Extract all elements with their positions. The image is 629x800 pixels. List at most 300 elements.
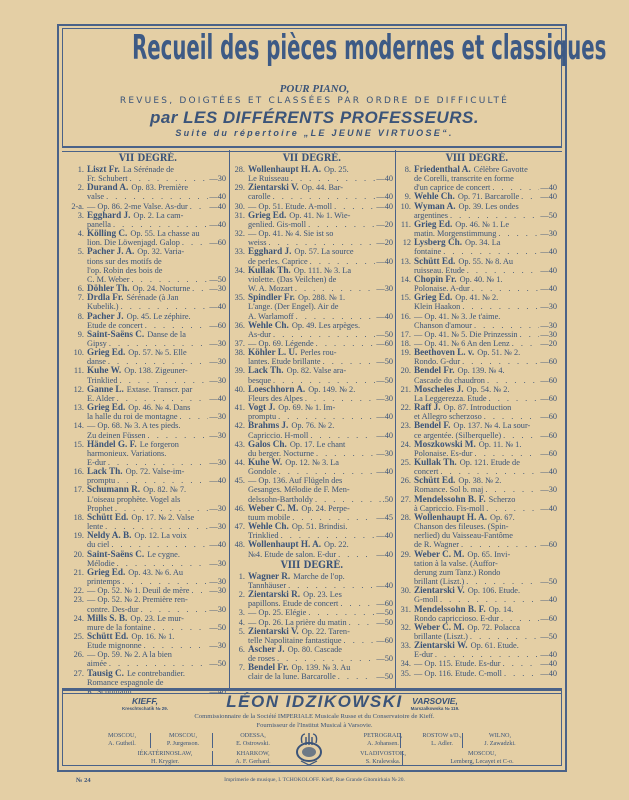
- indent: [397, 650, 414, 659]
- agent-entry: [120, 750, 210, 765]
- dot-leader: [484, 504, 539, 513]
- piece-title: Op. 83. Première: [131, 183, 189, 193]
- entry-line: [231, 663, 393, 672]
- piece-title: La Sérénade de: [122, 165, 174, 174]
- dot-leader: [279, 531, 376, 540]
- price: —40: [540, 183, 557, 193]
- price: —60: [540, 540, 557, 550]
- entry-line: [70, 641, 226, 650]
- entry-number: 30.: [400, 586, 411, 596]
- piece-title: Fr. Schubert: [87, 174, 128, 184]
- entry-number: 18.: [73, 512, 84, 522]
- composer-name: Liszt Fr.: [87, 165, 120, 174]
- entry-line: [397, 257, 557, 266]
- indent: [231, 495, 248, 504]
- price: —30: [209, 586, 226, 596]
- entry-line: [231, 485, 393, 494]
- piece-title: — Op. 136. Auf Flügeln des: [248, 476, 343, 486]
- entry-line: [70, 531, 226, 540]
- piece-title: Op. 24. Nocturne: [132, 284, 191, 294]
- price: —30: [209, 604, 226, 614]
- indent: [397, 504, 414, 513]
- piece-title: Le cygne.: [147, 549, 180, 559]
- piece-title: tions sur des motifs de: [87, 256, 162, 266]
- catalog-entry: [231, 229, 393, 247]
- catalog-entry: [397, 623, 557, 641]
- entry-line: [397, 467, 557, 476]
- piece-title: genlied. Gis-moll: [248, 219, 307, 229]
- piece-title: Fleurs des Alpes: [248, 393, 303, 403]
- catalog-entry: [231, 403, 393, 421]
- entry-line: [397, 458, 557, 467]
- entry-line: [231, 590, 393, 599]
- composer-name: Moszkowski M.: [414, 439, 476, 449]
- indent: [231, 174, 248, 183]
- composer-name: Moscheles J.: [414, 384, 464, 394]
- piece-title: Chanson d'amour: [414, 320, 472, 330]
- agent-name: E. Ostrowski.: [236, 739, 270, 747]
- entry-line: [397, 605, 557, 614]
- dot-leader: [106, 458, 209, 467]
- entry-line: [231, 550, 393, 559]
- dot-leader: [464, 577, 539, 586]
- price: —20: [540, 338, 557, 348]
- catalog-entry: [70, 568, 226, 586]
- indent: [397, 540, 414, 549]
- entry-number: 17.: [400, 329, 411, 339]
- entry-line: [397, 421, 557, 430]
- entry-number: 2.: [238, 590, 245, 600]
- dot-leader: [130, 275, 209, 284]
- agent-divider: [402, 751, 403, 766]
- entry-line: [397, 504, 557, 513]
- entry-line: [231, 293, 393, 302]
- agent-entry: [412, 732, 472, 747]
- entry-line: [231, 449, 393, 458]
- dot-leader: [482, 412, 540, 421]
- piece-title: Op. 111. № 3. La: [293, 265, 352, 275]
- entry-number: 26.: [400, 476, 411, 486]
- price: —30: [209, 503, 226, 513]
- catalog-entry: [397, 312, 557, 330]
- composer-name: Schütt Ed.: [414, 256, 456, 266]
- dot-leader: [314, 339, 376, 348]
- entry-line: [397, 211, 557, 220]
- entry-line: [70, 275, 226, 284]
- price: —60: [376, 635, 393, 645]
- price: —50: [209, 659, 226, 669]
- entry-line: [397, 284, 557, 293]
- catalog-column-3: [397, 152, 557, 678]
- piece-title: E-dur: [414, 650, 433, 660]
- entry-line: [70, 302, 226, 311]
- entry-number: 18.: [400, 338, 411, 348]
- composer-name: Ascher J.: [248, 644, 285, 654]
- entry-line: [70, 467, 226, 476]
- agent-city: ODESSA,: [240, 732, 266, 739]
- entry-line: [70, 559, 226, 568]
- composer-name: Döhler Th.: [87, 284, 130, 294]
- agent-entry: [348, 750, 418, 765]
- piece-title: A. Warlamoff: [248, 311, 294, 321]
- price: —50: [209, 274, 226, 284]
- price: —40: [540, 503, 557, 513]
- piece-title: Op. 51. № 2.: [477, 348, 521, 358]
- entry-line: [231, 348, 393, 357]
- indent: [231, 312, 248, 321]
- catalog-column-1: [70, 152, 226, 696]
- catalog-entry: [231, 366, 393, 384]
- entry-number: 35.: [400, 668, 411, 678]
- dot-leader: [128, 174, 209, 183]
- entry-number: 16.: [400, 311, 411, 321]
- composer-name: Grieg Ed.: [414, 219, 453, 229]
- entry-line: [397, 513, 557, 522]
- indent: [397, 174, 414, 183]
- entry-line: [70, 614, 226, 623]
- entry-number: 45.: [234, 476, 245, 486]
- entry-line: [70, 485, 226, 494]
- composer-name: Mendelssohn B. F.: [414, 604, 486, 614]
- piece-title: brillante (Liszt.): [414, 631, 468, 641]
- indent: [231, 192, 248, 201]
- entry-number: 39.: [234, 366, 245, 376]
- price: —60: [209, 238, 226, 248]
- piece-title: aimée: [87, 659, 107, 669]
- entry-line: [397, 669, 557, 678]
- price: —30: [540, 485, 557, 495]
- entry-line: [70, 504, 226, 513]
- entry-number: 26.: [73, 650, 84, 660]
- price: —50: [376, 617, 393, 627]
- city-kieff: KIEFF,: [132, 696, 158, 706]
- entry-line: [70, 623, 226, 632]
- piece-title: Danse de la: [147, 329, 186, 339]
- catalog-entry: [397, 458, 557, 476]
- indent: [231, 220, 248, 229]
- piece-title: Op. 41. № 1. Wie-: [289, 210, 351, 220]
- piece-title: d'un caprice de concert: [414, 183, 491, 193]
- price: —50: [376, 608, 393, 618]
- dot-leader: [308, 431, 375, 440]
- price: —60: [540, 412, 557, 422]
- indent: [231, 654, 248, 663]
- piece-title: Op. 23. Le mur-: [130, 613, 184, 623]
- indent: [397, 183, 414, 192]
- entry-line: [397, 275, 557, 284]
- entry-number: 43.: [234, 439, 245, 449]
- catalog-entry: [231, 183, 393, 201]
- price: —30: [540, 320, 557, 330]
- entry-line: [231, 540, 393, 549]
- piece-title: Op. 23. Les: [303, 590, 342, 600]
- price: —40: [540, 595, 557, 605]
- dot-leader: [308, 257, 376, 266]
- entry-line: [70, 678, 226, 687]
- indent: [397, 229, 414, 238]
- composer-name: Zientarski V.: [414, 586, 465, 596]
- agent-divider: [212, 751, 213, 766]
- piece-title: Marche de l'op.: [293, 571, 345, 581]
- price: —50: [540, 631, 557, 641]
- composer-name: Bendel Fr.: [248, 663, 289, 673]
- dot-leader: [266, 238, 375, 247]
- composer-name: Chopin Fr.: [414, 274, 457, 284]
- entry-line: [231, 183, 393, 192]
- catalog-entry: [231, 608, 393, 617]
- catalog-entry: [397, 421, 557, 439]
- catalog-entry: [397, 440, 557, 458]
- entry-line: [231, 247, 393, 256]
- agent-city: IÉKATÉRINOSLAW,: [137, 750, 193, 757]
- entry-line: [231, 229, 393, 238]
- price: —40: [540, 650, 557, 660]
- price: —30: [209, 375, 226, 385]
- indent: [231, 467, 248, 476]
- price: —50: [540, 210, 557, 220]
- agent-name: A. Johansen.: [367, 739, 399, 747]
- composer-name: Grieg Ed.: [248, 210, 287, 220]
- indent: [397, 559, 414, 568]
- entry-line: [397, 302, 557, 311]
- entry-number: 1.: [77, 165, 84, 174]
- catalog-entry: [397, 202, 557, 220]
- entry-line: [397, 522, 557, 531]
- entry-line: [397, 238, 557, 247]
- agent-name: S. Kralewska.: [365, 757, 401, 765]
- entry-number: 19.: [73, 531, 84, 541]
- entry-number: 14.: [400, 274, 411, 284]
- dot-leader: [290, 513, 375, 522]
- entry-number: 11.: [73, 366, 84, 376]
- composer-name: Ganne L.: [87, 384, 124, 394]
- composer-name: Schumann R.: [87, 485, 141, 495]
- publisher-name: LÉON IDZIKOWSKI: [226, 692, 403, 711]
- dot-leader: [347, 618, 376, 627]
- entry-number: 20.: [400, 366, 411, 376]
- indent: [397, 412, 414, 421]
- composer-name: Wyman A.: [414, 201, 456, 211]
- entry-line: [231, 608, 393, 617]
- piece-title: Polonaise. A-dur: [414, 284, 470, 294]
- entry-number: 8.: [77, 311, 84, 321]
- dot-leader: [468, 632, 539, 641]
- composer-name: Zientarski V.: [248, 183, 299, 193]
- indent: [231, 330, 248, 339]
- composer-name: Weber C. M.: [414, 622, 465, 632]
- piece-title: W. A. Mozart: [248, 284, 293, 294]
- dot-leader: [306, 220, 375, 229]
- entry-line: [231, 495, 393, 504]
- entry-number: 28.: [400, 512, 411, 522]
- indent: [231, 531, 248, 540]
- entry-number: 12: [402, 238, 411, 248]
- catalog-entry: [70, 293, 226, 311]
- composer-name: Wagner R.: [248, 571, 291, 581]
- catalog-entry: [70, 595, 226, 613]
- piece-title: telle Napolitaine fantastique: [248, 635, 342, 645]
- entry-number: 34.: [400, 659, 411, 669]
- dot-leader: [271, 376, 375, 385]
- price: .50: [382, 494, 393, 504]
- entry-line: [70, 431, 226, 440]
- catalog-entry: [231, 293, 393, 320]
- catalog-entry: [70, 586, 226, 595]
- entry-line: [231, 431, 393, 440]
- agent-name: Lemberg, Lecayet et C-o.: [450, 757, 514, 765]
- entry-line: [397, 531, 557, 540]
- composer-name: Schütt Ed.: [87, 631, 129, 641]
- composer-name: Mendelssohn B. F.: [414, 494, 486, 504]
- piece-title: Op. 16. № 1.: [131, 631, 175, 641]
- price: —40: [209, 219, 226, 229]
- entry-line: [397, 266, 557, 275]
- dot-leader: [115, 559, 209, 568]
- entry-line: [397, 385, 557, 394]
- catalog-entry: [231, 645, 393, 663]
- piece-title: Le forgeron: [139, 439, 179, 449]
- dot-leader: [342, 636, 376, 645]
- catalog-entry: [231, 572, 393, 590]
- composer-name: Kuhe W.: [87, 366, 122, 376]
- entry-line: [397, 623, 557, 632]
- catalog-entry: [70, 467, 226, 485]
- agent-city: VLADIVOSTOK,: [360, 750, 406, 757]
- indent: [70, 275, 87, 284]
- catalog-entry: [70, 485, 226, 512]
- composer-name: Kuhe W.: [248, 458, 283, 467]
- piece-title: fontaine: [414, 247, 442, 257]
- price: —40: [376, 201, 393, 211]
- piece-title: Op. 82. Valse ara-: [286, 366, 347, 376]
- entry-line: [231, 165, 393, 174]
- entry-line: [397, 431, 557, 440]
- dot-leader: [510, 339, 540, 348]
- piece-title: Op. 43. № 6. Au: [128, 567, 183, 577]
- catalog-entry: [70, 183, 226, 201]
- indent: [70, 376, 87, 385]
- piece-title: — Op. 41. № 5. Die Prinzessin: [414, 329, 518, 339]
- price: —40: [209, 476, 226, 486]
- entry-number: 33.: [400, 641, 411, 651]
- indent: [70, 495, 87, 504]
- catalog-entry: [231, 618, 393, 627]
- piece-title: Scherzo: [488, 494, 516, 504]
- dot-leader: [103, 522, 208, 531]
- dot-leader: [501, 659, 540, 668]
- catalog-entry: [231, 266, 393, 293]
- entry-line: [397, 183, 557, 192]
- entry-line: [397, 568, 557, 577]
- piece-title: de roses: [248, 654, 275, 664]
- entry-number: 29.: [234, 183, 245, 193]
- price: —40: [376, 467, 393, 477]
- dot-leader: [448, 211, 539, 220]
- piece-title: panella: [87, 219, 111, 229]
- catalog-number: № 24: [76, 777, 91, 784]
- dot-leader: [293, 284, 376, 293]
- price: —40: [540, 265, 557, 275]
- entry-line: [231, 330, 393, 339]
- entry-line: [70, 174, 226, 183]
- piece-title: printemps: [87, 577, 121, 587]
- piece-title: contre. Des-dur: [87, 604, 139, 614]
- piece-title: Rondo. G-dur: [414, 357, 461, 367]
- entry-number: 22.: [400, 403, 411, 413]
- entry-number: 42.: [234, 421, 245, 431]
- piece-title: Op. 14.: [488, 604, 514, 614]
- entry-line: [70, 458, 226, 467]
- entry-number: 48.: [234, 540, 245, 550]
- price: —50: [376, 375, 393, 385]
- piece-title: Op. 61. Etude.: [470, 641, 519, 651]
- agent-name: L. Adler.: [431, 739, 453, 747]
- entry-number: 36.: [234, 320, 245, 330]
- composer-name: Händel G. F.: [87, 439, 137, 449]
- price: —30: [209, 458, 226, 467]
- composer-name: Schütt Ed.: [414, 476, 456, 486]
- entry-line: [231, 421, 393, 430]
- lyre-emblem-icon: [292, 731, 326, 765]
- entry-line: [231, 275, 393, 284]
- composer-name: Kölling C.: [87, 229, 128, 239]
- entry-number: 10.: [400, 201, 411, 211]
- dot-leader: [115, 476, 208, 485]
- indent: [70, 458, 87, 467]
- composer-name: Drdla Fr.: [87, 293, 124, 303]
- agent-divider: [400, 733, 401, 748]
- indent: [231, 302, 248, 311]
- entry-line: [70, 577, 226, 586]
- piece-title: lantes. Etude brillante: [248, 357, 321, 367]
- composer-name: Weber C. M.: [248, 503, 299, 513]
- piece-title: argentines: [414, 210, 448, 220]
- piece-title: G-moll: [414, 595, 438, 605]
- composer-name: Saint-Saëns C.: [87, 549, 145, 559]
- indent: [397, 577, 414, 586]
- agent-name: A. Gutheil.: [108, 739, 136, 747]
- entry-number: 12.: [73, 384, 84, 394]
- piece-title: — Op. 41. № 3. Je t'aime.: [414, 311, 501, 321]
- entry-line: [231, 636, 393, 645]
- piece-title: — Op. 115. Etude. Es-dur: [414, 659, 501, 669]
- dot-leader: [294, 312, 376, 321]
- price: —30: [209, 174, 226, 184]
- entry-line: [397, 540, 557, 549]
- composer-name: Vogt J.: [248, 403, 276, 413]
- entry-line: [397, 321, 557, 330]
- entry-line: [397, 577, 557, 586]
- entry-line: [70, 366, 226, 375]
- entry-number: 2.: [77, 183, 84, 193]
- piece-title: Op. 67.: [490, 512, 515, 522]
- composer-name: Kullak Th.: [414, 458, 457, 467]
- entry-line: [397, 247, 557, 256]
- entry-line: [231, 192, 393, 201]
- price: —30: [209, 577, 226, 587]
- indent: [70, 678, 87, 687]
- piece-title: Op. 22. Taren-: [301, 626, 350, 636]
- dot-leader: [438, 595, 539, 604]
- catalog-entry: [231, 385, 393, 403]
- dot-leader: [433, 650, 540, 659]
- entry-number: 29.: [400, 549, 411, 559]
- dot-leader: [490, 183, 539, 192]
- piece-title: Op. 49. Les arpèges.: [291, 320, 361, 330]
- piece-title: Op. 38. № 2.: [458, 476, 502, 486]
- entry-line: [231, 385, 393, 394]
- agent-entry: [218, 750, 288, 765]
